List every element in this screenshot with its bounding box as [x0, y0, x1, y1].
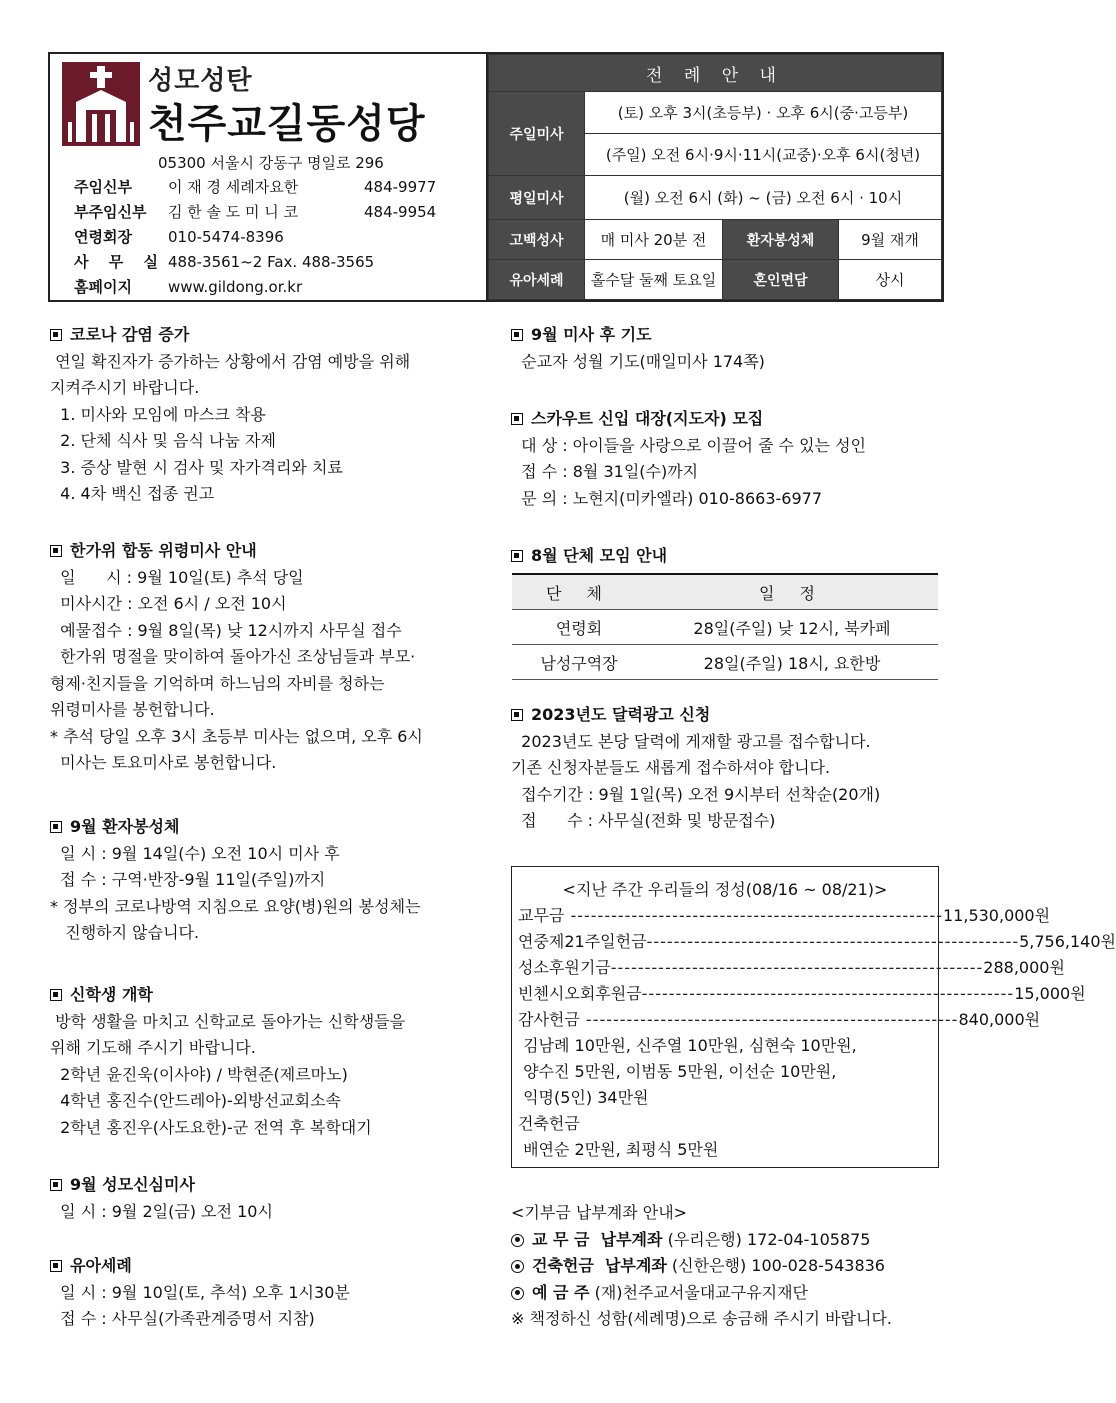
dash-leader: ------------------------------------------------------- [646, 932, 1020, 951]
offering-amount: 15,000원 [1014, 984, 1086, 1003]
text-line: 기존 신청자분들도 새롭게 접수하셔야 합니다. [511, 758, 831, 777]
circle-bullet-icon [511, 1234, 524, 1247]
section-seminary [50, 982, 405, 1141]
infant-baptism-label: 유아세례 [489, 260, 585, 300]
account-item: 예 금 주 (재)천주교서울대교구유지재단 [511, 1280, 892, 1307]
table-cell: 남성구역장 [512, 645, 646, 680]
info-label: 주임신부 [74, 178, 132, 196]
text-line: 2학년 홍진우(사도요한)-군 전역 후 복학대기 [50, 1117, 372, 1137]
text-line: * 추석 당일 오후 3시 초등부 미사는 없으며, 오후 6시 [50, 726, 423, 746]
section-chuseok-mass [50, 538, 423, 777]
table-row [512, 645, 938, 680]
schedule-title: 전 례 안 내 [489, 55, 942, 92]
offering-label: 교무금 [518, 906, 565, 925]
text-line: 2. 단체 식사 및 음식 나눔 자제 [50, 431, 276, 450]
text-line: 1. 미사와 모임에 마스크 착용 [50, 404, 266, 424]
section-sick-communion [50, 814, 421, 947]
offering-label: 감사헌금 [518, 1010, 580, 1029]
info-row-funeral [74, 226, 284, 248]
text-line: 미사시간 : 오전 6시 / 오전 10시 [50, 594, 287, 613]
info-phone: 484-9977 [364, 178, 437, 196]
square-bullet-icon [50, 821, 62, 833]
offering-label: 연중제21주일헌금 [518, 932, 647, 951]
text-line: 접 수 : 사무실(가족관계증명서 지참) [50, 1309, 315, 1328]
text-line: 대 상 : 아이들을 사랑으로 이끌어 줄 수 있는 성인 [511, 435, 867, 455]
table-cell: 28일(주일) 18시, 요한방 [646, 645, 938, 680]
square-bullet-icon [50, 1179, 62, 1191]
table-row [512, 610, 938, 645]
square-bullet-icon [511, 709, 523, 721]
offering-amount: 5,756,140원 [1019, 932, 1116, 951]
text-line: * 정부의 코로나방역 지침으로 요양(병)원의 봉성체는 [50, 896, 421, 916]
section-title: 9월 환자봉성체 [50, 814, 421, 841]
table-header: 단 체 [512, 574, 646, 610]
section-title: 신학생 개학 [50, 982, 405, 1009]
offering-amount: 288,000원 [983, 958, 1065, 977]
info-phone: 484-9954 [364, 203, 437, 221]
section-title: 코로나 감염 증가 [50, 322, 410, 349]
text-line: 순교자 성월 기도(매일미사 174쪽) [511, 351, 765, 371]
info-label: 부주임신부 [74, 203, 147, 221]
info-value: 이 재 경 세례자요한 [168, 178, 299, 196]
section-infant-baptism [50, 1253, 350, 1333]
text-line: 미사는 토요미사로 봉헌합니다. [50, 753, 277, 772]
square-bullet-icon [50, 1260, 62, 1272]
info-label: 홈페이지 [74, 278, 132, 296]
text-line: 지켜주시기 바랍니다. [50, 378, 200, 397]
section-covid [50, 322, 410, 508]
section-title: 2023년도 달력광고 신청 [511, 702, 880, 729]
text-line: 위해 기도해 주시기 바랍니다. [50, 1038, 256, 1057]
parish-info [50, 54, 486, 300]
info-row-pastor [74, 176, 437, 198]
section-title: 8월 단체 모임 안내 [511, 543, 667, 570]
info-label: 사 무 실 [74, 253, 158, 271]
homepage-link[interactable]: www.gildong.or.kr [168, 278, 303, 296]
offering-row [518, 903, 1051, 929]
offering-title: <지난 주간 우리들의 정성(08/16 ~ 08/21)> [562, 880, 888, 899]
section-title: 한가위 합동 위령미사 안내 [50, 538, 423, 565]
section-title: 9월 성모신심미사 [50, 1172, 273, 1199]
confession-label: 고백성사 [489, 220, 585, 260]
square-bullet-icon [50, 329, 62, 341]
donor-line: 김남례 10만원, 신주열 10만원, 심현숙 10만원, [518, 1036, 857, 1055]
offering-row [518, 955, 1065, 981]
text-line: 2023년도 본당 달력에 게재할 광고를 접수합니다. [511, 731, 871, 751]
text-line: 3. 증상 발현 시 검사 및 자가격리와 치료 [50, 457, 343, 477]
offering-row [518, 981, 1086, 1007]
square-bullet-icon [511, 550, 523, 562]
parish-address: 05300 서울시 강동구 명일로 296 [158, 154, 384, 172]
text-line: 접 수 : 사무실(전화 및 방문접수) [511, 811, 776, 830]
text-line: 일 시 : 9월 14일(수) 오전 10시 미사 후 [50, 843, 340, 863]
info-value: 김 한 솔 도 미 니 코 [168, 203, 299, 221]
weekday-mass-label: 평일미사 [489, 176, 585, 220]
info-row-office [74, 251, 374, 273]
square-bullet-icon [50, 545, 62, 557]
dash-leader: ------------------------------------------------------- [564, 906, 943, 925]
marriage-value: 상시 [839, 260, 942, 300]
account-note: ※ 책정하신 성함(세례명)으로 송금해 주시기 바랍니다. [511, 1309, 892, 1328]
offering-box [511, 866, 1116, 1168]
text-line: 2학년 윤진욱(이사야) / 박현준(제르마노) [50, 1064, 348, 1084]
text-line: 위령미사를 봉헌합니다. [50, 700, 215, 719]
info-label: 연령회장 [74, 228, 132, 246]
section-group-meeting [511, 543, 667, 570]
offering-amount: 840,000원 [958, 1010, 1041, 1029]
dash-leader: ------------------------------------------------------- [610, 958, 984, 977]
donor-line: 익명(5인) 34만원 [518, 1088, 649, 1107]
liturgy-schedule [486, 54, 942, 300]
offering-label: 빈첸시오회후원금 [518, 984, 642, 1003]
offering-label: 성소후원기금 [518, 958, 611, 977]
text-line: 진행하지 않습니다. [50, 923, 200, 942]
offering-row [518, 929, 1116, 955]
sunday-mass-label: 주일미사 [489, 92, 585, 176]
text-line: 예물접수 : 9월 8일(목) 낮 12시까지 사무실 접수 [50, 620, 402, 640]
building-fund-label: 건축헌금 [518, 1114, 580, 1133]
text-line: 일 시 : 9월 2일(금) 오전 10시 [50, 1201, 273, 1221]
section-title: 9월 미사 후 기도 [511, 322, 765, 349]
infant-baptism-value: 홀수달 둘째 토요일 [585, 260, 723, 300]
text-line: 문 의 : 노현지(미카엘라) 010-8663-6977 [511, 488, 823, 508]
donor-line: 양수진 5만원, 이범동 5만원, 이선순 10만원, [518, 1062, 837, 1081]
section-title: 스카우트 신입 대장(지도자) 모집 [511, 406, 866, 433]
sunday-sun-times: (주일) 오전 6시·9시·11시(교중)·오후 6시(청년) [585, 134, 942, 176]
text-line: 일 시 : 9월 10일(토, 추석) 오후 1시30분 [50, 1282, 350, 1302]
section-prayer [511, 322, 765, 375]
header-box [48, 52, 944, 302]
circle-bullet-icon [511, 1287, 524, 1300]
text-line: 접수기간 : 9월 1일(목) 오전 9시부터 선착순(20개) [511, 784, 881, 804]
text-line: 접 수 : 8월 31일(수)까지 [511, 462, 699, 481]
circle-bullet-icon [511, 1260, 524, 1273]
table-header: 일 정 [646, 574, 938, 610]
section-marian-mass [50, 1172, 273, 1225]
text-line: 방학 생활을 마치고 신학교로 돌아가는 신학생들을 [50, 1011, 406, 1031]
marriage-label: 혼인면담 [723, 260, 839, 300]
section-accounts [511, 1200, 892, 1333]
confession-value: 매 미사 20분 전 [585, 220, 723, 260]
sick-communion-value: 9월 재개 [839, 220, 942, 260]
table-cell: 연령회 [512, 610, 646, 645]
info-value: 488-3561~2 Fax. 488-3565 [168, 253, 375, 271]
section-title: 유아세례 [50, 1253, 350, 1280]
square-bullet-icon [50, 989, 62, 1001]
parish-subtitle: 성모성탄 [148, 66, 253, 96]
info-row-assistant [74, 201, 437, 223]
text-line: 형제·친지들을 기억하며 하느님의 자비를 청하는 [50, 673, 385, 693]
text-line: 4. 4차 백신 접종 권고 [50, 484, 215, 503]
offering-row [518, 1007, 1041, 1033]
text-line: 접 수 : 구역·반장-9월 11일(주일)까지 [50, 870, 326, 889]
square-bullet-icon [511, 329, 523, 341]
dash-leader: ------------------------------------------------------- [641, 984, 1015, 1003]
info-value: 010-5474-8396 [168, 228, 284, 246]
info-row-homepage [74, 276, 302, 298]
donor-line: 배연순 2만원, 최평식 5만원 [518, 1140, 719, 1159]
text-line: 연일 확진자가 증가하는 상황에서 감염 예방을 위해 [50, 351, 411, 371]
text-line: 일 시 : 9월 10일(토) 추석 당일 [50, 567, 304, 587]
group-meeting-table [512, 573, 938, 680]
sunday-sat-times: (토) 오후 3시(초등부) · 오후 6시(중·고등부) [585, 92, 942, 134]
weekday-mass-times: (월) 오전 6시 (화) ~ (금) 오전 6시 · 10시 [585, 176, 942, 220]
section-scout [511, 406, 866, 512]
account-title: <기부금 납부계좌 안내> [511, 1203, 688, 1222]
sick-communion-label: 환자봉성체 [723, 220, 839, 260]
text-line: 4학년 홍진수(안드레아)-외방선교회소속 [50, 1091, 341, 1110]
church-logo-icon [62, 62, 140, 146]
section-calendar-ad [511, 702, 880, 835]
account-item: 교 무 금 납부계좌 (우리은행) 172-04-105875 [511, 1227, 892, 1254]
offering-amount: 11,530,000원 [943, 906, 1051, 925]
table-cell: 28일(주일) 낮 12시, 북카페 [646, 610, 938, 645]
parish-title: 천주교길동성당 [148, 101, 426, 147]
account-item: 건축헌금 납부계좌 (신한은행) 100-028-543836 [511, 1253, 892, 1280]
square-bullet-icon [511, 413, 523, 425]
text-line: 한가위 명절을 맞이하여 돌아가신 조상님들과 부모· [50, 647, 416, 666]
dash-leader: ------------------------------------------------------- [579, 1010, 959, 1029]
